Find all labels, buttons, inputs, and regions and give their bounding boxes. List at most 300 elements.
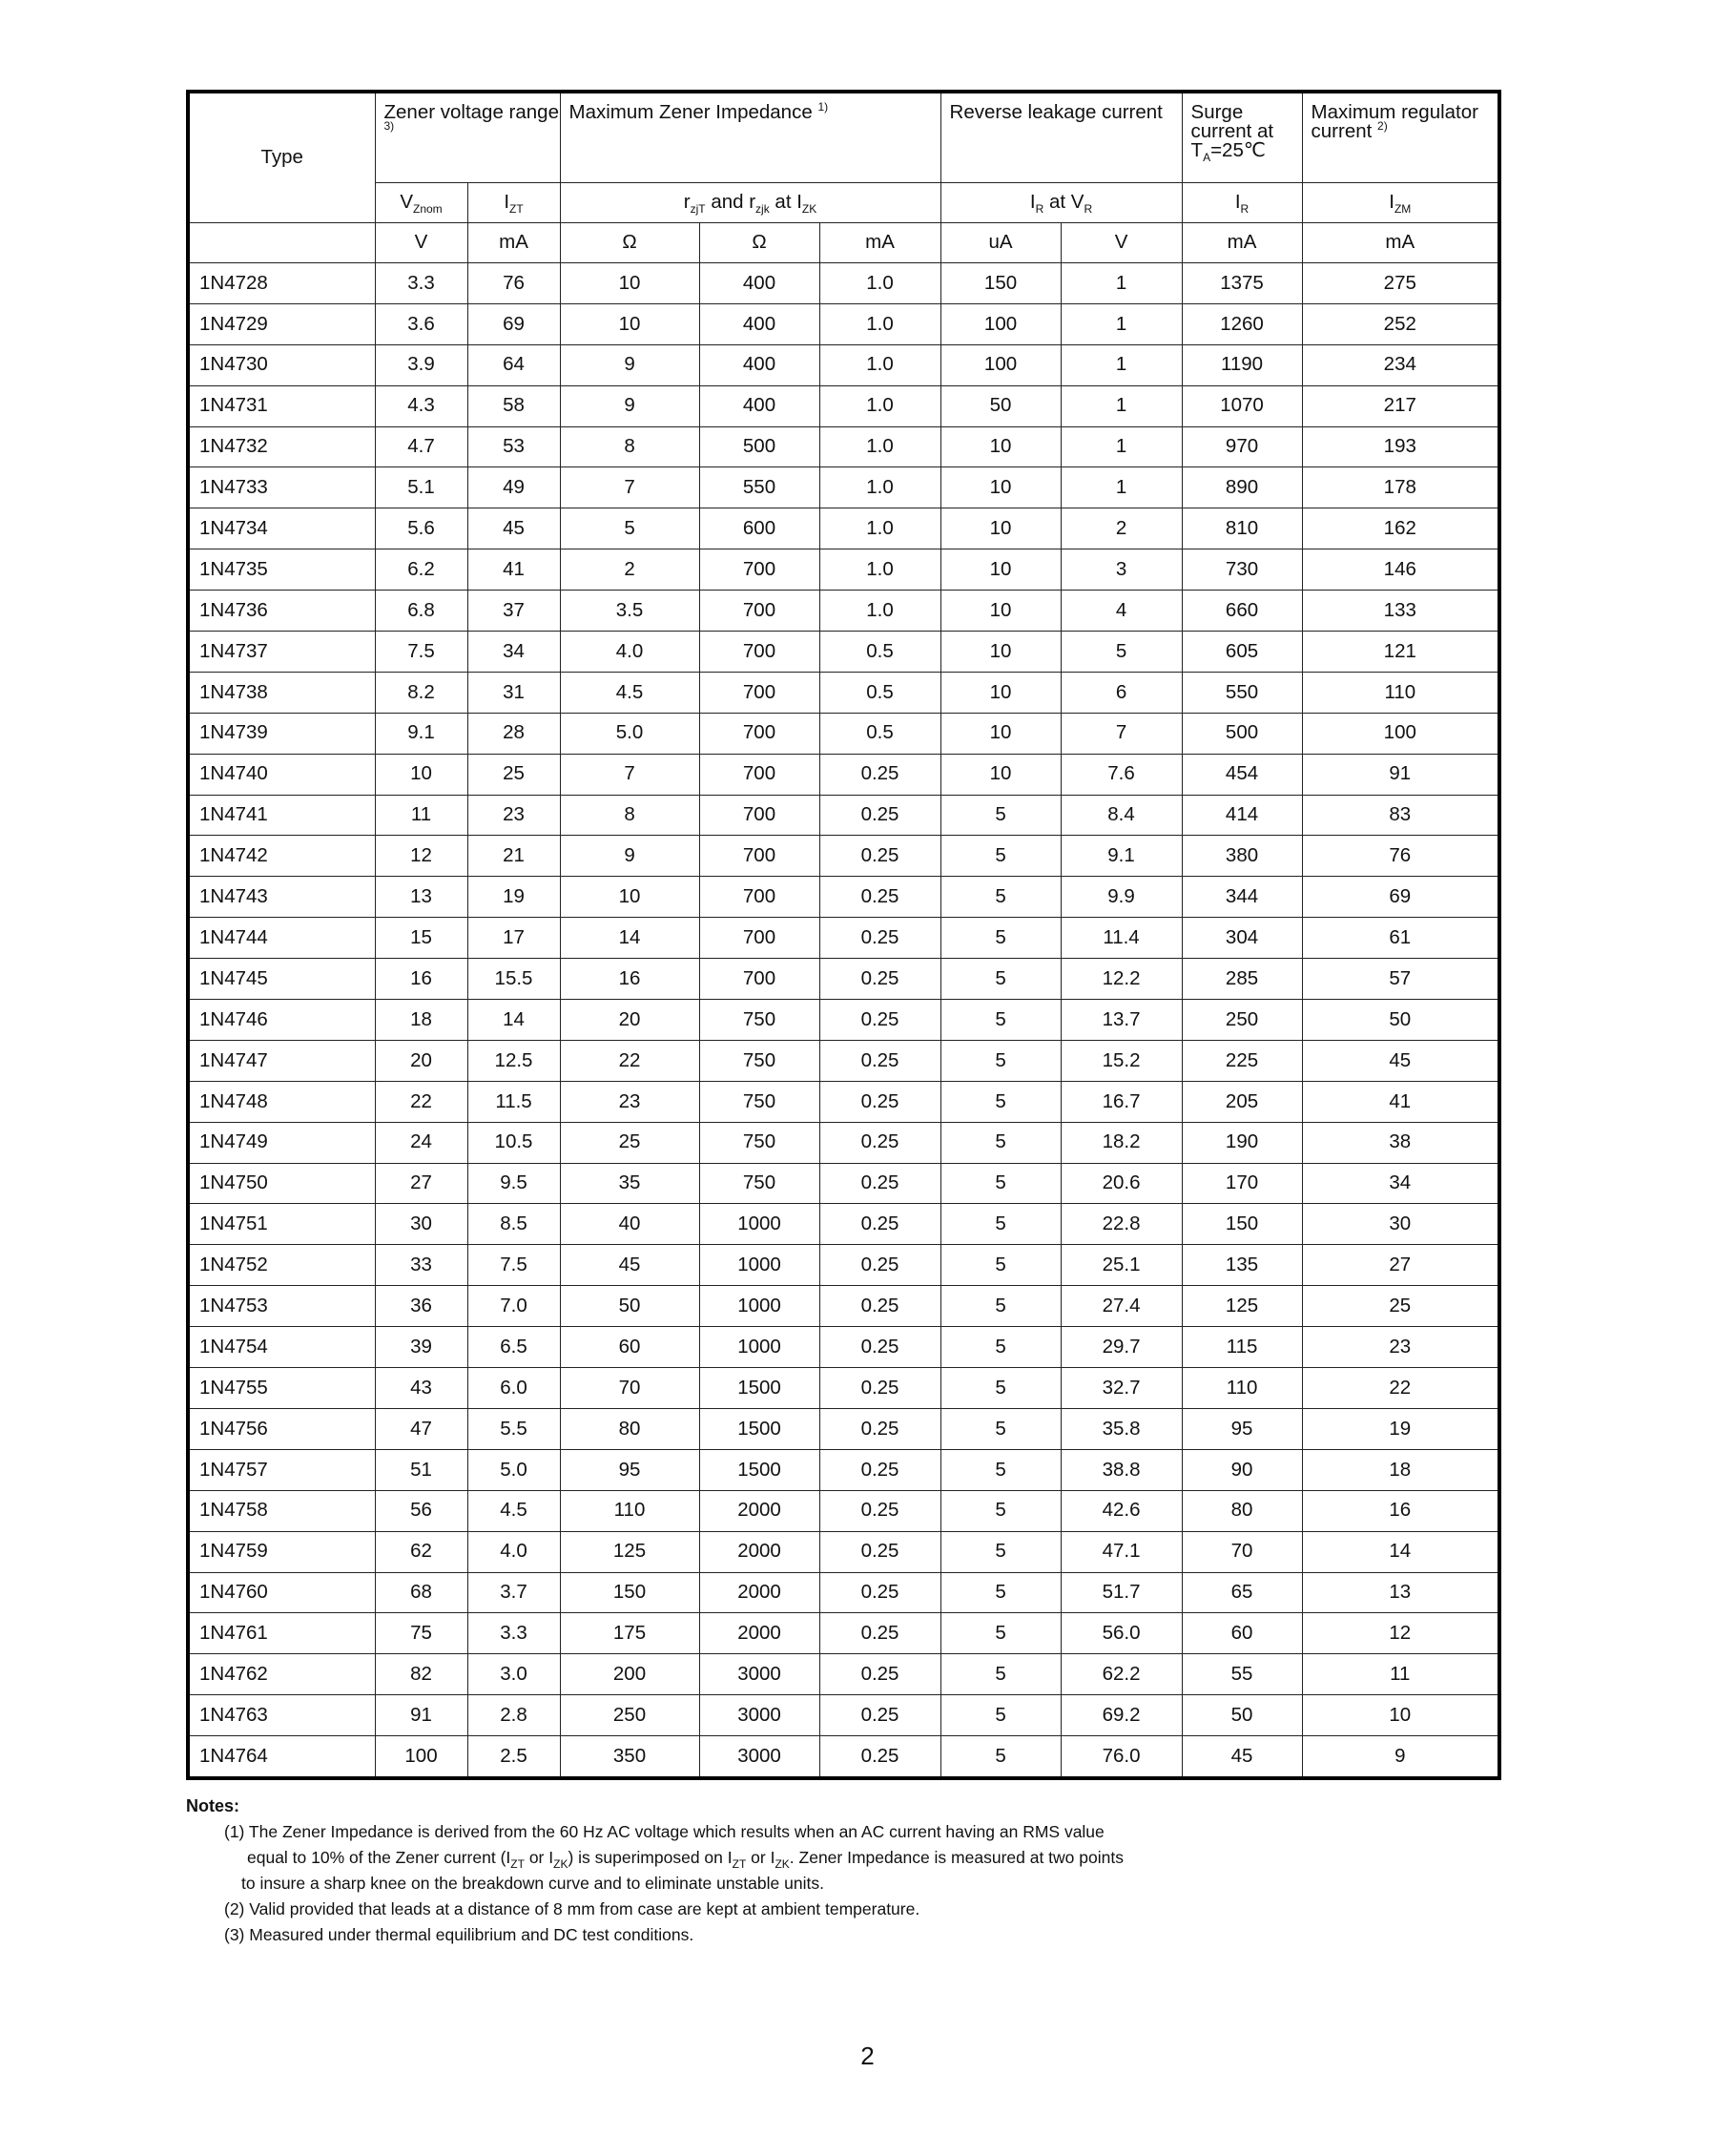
value-cell: 125: [1182, 1286, 1302, 1327]
value-cell: 10: [560, 303, 699, 344]
value-cell: 0.5: [819, 672, 940, 713]
value-cell: 1000: [699, 1245, 819, 1286]
value-cell: 14: [467, 1000, 560, 1041]
value-cell: 57: [1302, 959, 1499, 1000]
value-cell: 5: [940, 877, 1061, 918]
value-cell: 76.0: [1061, 1736, 1182, 1778]
type-cell: 1N4728: [188, 263, 375, 304]
symbol-surge-sub: R: [1240, 202, 1250, 217]
type-cell: 1N4750: [188, 1163, 375, 1204]
table-row: [188, 1163, 1499, 1204]
value-cell: 20.6: [1061, 1163, 1182, 1204]
unit-cell-type: [188, 223, 375, 263]
value-cell: 91: [375, 1695, 467, 1736]
value-cell: 7.6: [1061, 754, 1182, 795]
value-cell: 20: [560, 1000, 699, 1041]
symbol-imp-r1: r: [683, 191, 691, 214]
type-cell: 1N4733: [188, 467, 375, 508]
value-cell: 3.3: [375, 263, 467, 304]
note-1-line-3: to insure a sharp knee on the breakdown curve and to eliminate unstable units.: [241, 1874, 824, 1893]
value-cell: 414: [1182, 795, 1302, 836]
value-cell: 47.1: [1061, 1531, 1182, 1572]
table-row: [188, 1081, 1499, 1122]
value-cell: 100: [940, 344, 1061, 385]
value-cell: 76: [467, 263, 560, 304]
value-cell: 5: [940, 795, 1061, 836]
value-cell: 15.2: [1061, 1040, 1182, 1081]
value-cell: 8: [560, 426, 699, 467]
symbol-vz: [375, 183, 467, 223]
value-cell: 0.25: [819, 1531, 940, 1572]
value-cell: 750: [699, 1122, 819, 1163]
note-1-sub: ZT: [732, 1857, 747, 1871]
value-cell: 252: [1302, 303, 1499, 344]
value-cell: 61: [1302, 918, 1499, 959]
value-cell: 0.25: [819, 1122, 940, 1163]
value-cell: 62: [375, 1531, 467, 1572]
value-cell: 750: [699, 1040, 819, 1081]
note-1-line-2: [224, 1845, 1331, 1871]
value-cell: 0.25: [819, 1368, 940, 1409]
value-cell: 0.25: [819, 1490, 940, 1531]
value-cell: 6.5: [467, 1327, 560, 1368]
page-number: 2: [860, 2042, 875, 2070]
surge-label: Surge current at: [1190, 101, 1274, 142]
value-cell: 5.0: [467, 1449, 560, 1490]
value-cell: 80: [1182, 1490, 1302, 1531]
value-cell: 5: [940, 1204, 1061, 1245]
table-row: [188, 836, 1499, 877]
value-cell: 110: [560, 1490, 699, 1531]
value-cell: 5: [940, 1163, 1061, 1204]
value-cell: 1000: [699, 1204, 819, 1245]
value-cell: 700: [699, 918, 819, 959]
value-cell: 100: [1302, 713, 1499, 754]
value-cell: 1: [1061, 385, 1182, 426]
table-row: [188, 1654, 1499, 1695]
value-cell: 8.2: [375, 672, 467, 713]
max-regulator-header: [1302, 92, 1499, 183]
type-cell: 1N4762: [188, 1654, 375, 1695]
table-row: [188, 713, 1499, 754]
value-cell: 14: [1302, 1531, 1499, 1572]
value-cell: 250: [560, 1695, 699, 1736]
value-cell: 13: [1302, 1572, 1499, 1613]
value-cell: 5: [940, 1122, 1061, 1163]
value-cell: 115: [1182, 1327, 1302, 1368]
header-row-units: [188, 223, 1499, 263]
value-cell: 31: [467, 672, 560, 713]
symbol-vr-sub: R: [1084, 202, 1093, 217]
value-cell: 225: [1182, 1040, 1302, 1081]
value-cell: 2: [1061, 508, 1182, 549]
value-cell: 4: [1061, 591, 1182, 632]
value-cell: 1000: [699, 1327, 819, 1368]
symbol-izt-sub: ZT: [509, 202, 524, 217]
symbol-ir-at: at V: [1043, 191, 1084, 214]
value-cell: 1: [1061, 467, 1182, 508]
symbol-izt-text: I: [504, 191, 510, 214]
value-cell: 400: [699, 263, 819, 304]
type-cell: 1N4756: [188, 1408, 375, 1449]
table-row: [188, 1245, 1499, 1286]
value-cell: 49: [467, 467, 560, 508]
value-cell: 50: [940, 385, 1061, 426]
value-cell: 100: [940, 303, 1061, 344]
max-impedance-ref: 1): [817, 100, 829, 114]
value-cell: 400: [699, 385, 819, 426]
type-cell: 1N4755: [188, 1368, 375, 1409]
value-cell: 27: [375, 1163, 467, 1204]
value-cell: 2.5: [467, 1736, 560, 1778]
type-cell: 1N4748: [188, 1081, 375, 1122]
value-cell: 19: [467, 877, 560, 918]
value-cell: 380: [1182, 836, 1302, 877]
table-row: [188, 1613, 1499, 1654]
value-cell: 22: [1302, 1368, 1499, 1409]
value-cell: 47: [375, 1408, 467, 1449]
value-cell: 2.8: [467, 1695, 560, 1736]
zener-spec-table: [186, 90, 1501, 1780]
value-cell: 0.25: [819, 1204, 940, 1245]
value-cell: 350: [560, 1736, 699, 1778]
note-1: [186, 1819, 1331, 1897]
value-cell: 344: [1182, 877, 1302, 918]
value-cell: 70: [560, 1368, 699, 1409]
value-cell: 41: [1302, 1081, 1499, 1122]
type-cell: 1N4760: [188, 1572, 375, 1613]
value-cell: 62.2: [1061, 1654, 1182, 1695]
type-cell: 1N4753: [188, 1286, 375, 1327]
value-cell: 45: [560, 1245, 699, 1286]
value-cell: 7.0: [467, 1286, 560, 1327]
value-cell: 500: [699, 426, 819, 467]
value-cell: 55: [1182, 1654, 1302, 1695]
value-cell: 7: [560, 467, 699, 508]
value-cell: 1.0: [819, 549, 940, 591]
zener-voltage-label: Zener voltage range: [383, 101, 559, 123]
value-cell: 810: [1182, 508, 1302, 549]
value-cell: 13: [375, 877, 467, 918]
value-cell: 12.5: [467, 1040, 560, 1081]
value-cell: 2000: [699, 1490, 819, 1531]
table-row: [188, 508, 1499, 549]
unit-cell: V: [375, 223, 467, 263]
value-cell: 100: [375, 1736, 467, 1778]
type-cell: 1N4729: [188, 303, 375, 344]
value-cell: 150: [940, 263, 1061, 304]
value-cell: 13.7: [1061, 1000, 1182, 1041]
note-3: (3) Measured under thermal equilibrium and DC test conditions.: [224, 1925, 694, 1944]
value-cell: 7: [560, 754, 699, 795]
note-1-line-1: (1) The Zener Impedance is derived from the 60 Hz AC voltage which results when an AC current having an RMS value: [224, 1822, 1105, 1841]
value-cell: 18: [1302, 1449, 1499, 1490]
value-cell: 91: [1302, 754, 1499, 795]
type-header: [188, 92, 375, 223]
value-cell: 10: [560, 877, 699, 918]
value-cell: 6.2: [375, 549, 467, 591]
table-row: [188, 385, 1499, 426]
table-row: [188, 1408, 1499, 1449]
value-cell: 0.25: [819, 1327, 940, 1368]
value-cell: 454: [1182, 754, 1302, 795]
value-cell: 0.25: [819, 1286, 940, 1327]
value-cell: 5: [940, 1286, 1061, 1327]
value-cell: 5: [940, 1490, 1061, 1531]
value-cell: 5: [940, 1081, 1061, 1122]
value-cell: 0.25: [819, 1613, 940, 1654]
table-row: [188, 1531, 1499, 1572]
value-cell: 1070: [1182, 385, 1302, 426]
type-cell: 1N4763: [188, 1695, 375, 1736]
value-cell: 1.0: [819, 467, 940, 508]
value-cell: 170: [1182, 1163, 1302, 1204]
value-cell: 22: [375, 1081, 467, 1122]
value-cell: 5: [1061, 632, 1182, 673]
type-cell: 1N4746: [188, 1000, 375, 1041]
type-cell: 1N4736: [188, 591, 375, 632]
value-cell: 205: [1182, 1081, 1302, 1122]
value-cell: 1.0: [819, 344, 940, 385]
value-cell: 20: [375, 1040, 467, 1081]
value-cell: 25: [1302, 1286, 1499, 1327]
table-row: [188, 632, 1499, 673]
value-cell: 700: [699, 959, 819, 1000]
type-cell: 1N4741: [188, 795, 375, 836]
value-cell: 5.1: [375, 467, 467, 508]
symbol-imp-izk-sub: ZK: [801, 202, 817, 217]
value-cell: 0.25: [819, 1736, 940, 1778]
value-cell: 700: [699, 632, 819, 673]
value-cell: 23: [1302, 1327, 1499, 1368]
table-row: [188, 795, 1499, 836]
value-cell: 110: [1182, 1368, 1302, 1409]
value-cell: 64: [467, 344, 560, 385]
symbol-imp-at: at I: [769, 191, 802, 214]
value-cell: 35.8: [1061, 1408, 1182, 1449]
table-row: [188, 1736, 1499, 1778]
value-cell: 41: [467, 549, 560, 591]
value-cell: 1375: [1182, 263, 1302, 304]
type-cell: 1N4742: [188, 836, 375, 877]
value-cell: 27.4: [1061, 1286, 1182, 1327]
symbol-izm-sub: ZM: [1394, 202, 1412, 217]
surge-header: [1182, 92, 1302, 183]
value-cell: 10: [940, 713, 1061, 754]
value-cell: 69: [1302, 877, 1499, 918]
value-cell: 110: [1302, 672, 1499, 713]
table-row: [188, 549, 1499, 591]
unit-cell: V: [1061, 223, 1182, 263]
value-cell: 51.7: [1061, 1572, 1182, 1613]
value-cell: 23: [467, 795, 560, 836]
value-cell: 83: [1302, 795, 1499, 836]
value-cell: 45: [467, 508, 560, 549]
value-cell: 30: [1302, 1204, 1499, 1245]
type-cell: 1N4749: [188, 1122, 375, 1163]
value-cell: 4.5: [560, 672, 699, 713]
value-cell: 32.7: [1061, 1368, 1182, 1409]
type-cell: 1N4752: [188, 1245, 375, 1286]
value-cell: 400: [699, 344, 819, 385]
table-row: [188, 467, 1499, 508]
unit-cell: Ω: [560, 223, 699, 263]
value-cell: 660: [1182, 591, 1302, 632]
header-row-titles: [188, 92, 1499, 183]
table-row: [188, 591, 1499, 632]
table-row: [188, 344, 1499, 385]
unit-cell: uA: [940, 223, 1061, 263]
value-cell: 5: [940, 1368, 1061, 1409]
value-cell: 146: [1302, 549, 1499, 591]
value-cell: 0.5: [819, 632, 940, 673]
value-cell: 234: [1302, 344, 1499, 385]
value-cell: 250: [1182, 1000, 1302, 1041]
value-cell: 190: [1182, 1122, 1302, 1163]
value-cell: 550: [1182, 672, 1302, 713]
value-cell: 7: [1061, 713, 1182, 754]
value-cell: 3000: [699, 1695, 819, 1736]
unit-cell: mA: [467, 223, 560, 263]
value-cell: 51: [375, 1449, 467, 1490]
value-cell: 700: [699, 549, 819, 591]
value-cell: 700: [699, 713, 819, 754]
value-cell: 34: [467, 632, 560, 673]
value-cell: 175: [560, 1613, 699, 1654]
table-row: [188, 672, 1499, 713]
unit-cell: Ω: [699, 223, 819, 263]
note-1-seg: . Zener Impedance is measured at two points: [789, 1848, 1124, 1867]
value-cell: 5: [940, 1613, 1061, 1654]
symbol-vz-text: V: [400, 191, 413, 214]
value-cell: 0.25: [819, 918, 940, 959]
value-cell: 11: [375, 795, 467, 836]
value-cell: 9: [560, 385, 699, 426]
value-cell: 1.0: [819, 303, 940, 344]
symbol-surge-text: I: [1234, 191, 1241, 214]
value-cell: 36: [375, 1286, 467, 1327]
value-cell: 19: [1302, 1408, 1499, 1449]
value-cell: 285: [1182, 959, 1302, 1000]
value-cell: 500: [1182, 713, 1302, 754]
value-cell: 730: [1182, 549, 1302, 591]
value-cell: 10: [940, 632, 1061, 673]
note-2: (2) Valid provided that leads at a distance of 8 mm from case are kept at ambient temperature.: [224, 1899, 920, 1918]
value-cell: 5: [940, 1245, 1061, 1286]
value-cell: 178: [1302, 467, 1499, 508]
value-cell: 193: [1302, 426, 1499, 467]
value-cell: 1260: [1182, 303, 1302, 344]
value-cell: 45: [1302, 1040, 1499, 1081]
value-cell: 2000: [699, 1531, 819, 1572]
value-cell: 133: [1302, 591, 1499, 632]
value-cell: 9: [1302, 1736, 1499, 1778]
table-row: [188, 959, 1499, 1000]
value-cell: 95: [560, 1449, 699, 1490]
value-cell: 12.2: [1061, 959, 1182, 1000]
value-cell: 550: [699, 467, 819, 508]
value-cell: 50: [560, 1286, 699, 1327]
value-cell: 14: [560, 918, 699, 959]
value-cell: 6.8: [375, 591, 467, 632]
value-cell: 75: [375, 1613, 467, 1654]
value-cell: 7.5: [467, 1245, 560, 1286]
value-cell: 22: [560, 1040, 699, 1081]
value-cell: 9: [560, 836, 699, 877]
value-cell: 65: [1182, 1572, 1302, 1613]
value-cell: 1500: [699, 1449, 819, 1490]
value-cell: 0.25: [819, 1695, 940, 1736]
value-cell: 1.0: [819, 385, 940, 426]
value-cell: 10: [940, 754, 1061, 795]
value-cell: 12: [375, 836, 467, 877]
value-cell: 29.7: [1061, 1327, 1182, 1368]
symbol-imp-r1-sub: zjT: [690, 202, 706, 217]
value-cell: 18.2: [1061, 1122, 1182, 1163]
value-cell: 3.3: [467, 1613, 560, 1654]
value-cell: 150: [560, 1572, 699, 1613]
value-cell: 10: [1302, 1695, 1499, 1736]
surge-ta: T: [1190, 139, 1204, 161]
value-cell: 0.25: [819, 836, 940, 877]
value-cell: 10: [940, 508, 1061, 549]
symbol-ir-vr: [940, 183, 1182, 223]
value-cell: 275: [1302, 263, 1499, 304]
type-cell: 1N4758: [188, 1490, 375, 1531]
table-row: [188, 1204, 1499, 1245]
type-cell: 1N4738: [188, 672, 375, 713]
table-row: [188, 1368, 1499, 1409]
value-cell: 10: [940, 426, 1061, 467]
value-cell: 890: [1182, 467, 1302, 508]
value-cell: 24: [375, 1122, 467, 1163]
table-row: [188, 1040, 1499, 1081]
value-cell: 5: [940, 1531, 1061, 1572]
value-cell: 0.5: [819, 713, 940, 754]
value-cell: 1.0: [819, 263, 940, 304]
type-cell: 1N4759: [188, 1531, 375, 1572]
symbol-ir-sub: R: [1035, 202, 1044, 217]
type-cell: 1N4732: [188, 426, 375, 467]
value-cell: 0.25: [819, 1040, 940, 1081]
value-cell: 15: [375, 918, 467, 959]
value-cell: 43: [375, 1368, 467, 1409]
value-cell: 5: [940, 836, 1061, 877]
zener-voltage-ref: 3): [383, 119, 395, 133]
value-cell: 35: [560, 1163, 699, 1204]
note-1-seg: ) is superimposed on I: [568, 1848, 733, 1867]
symbol-surge: [1182, 183, 1302, 223]
max-regulator-ref: 2): [1377, 119, 1388, 133]
value-cell: 5: [940, 1736, 1061, 1778]
value-cell: 3.5: [560, 591, 699, 632]
value-cell: 5.5: [467, 1408, 560, 1449]
table-row: [188, 263, 1499, 304]
value-cell: 700: [699, 877, 819, 918]
value-cell: 10: [940, 591, 1061, 632]
type-cell: 1N4731: [188, 385, 375, 426]
value-cell: 0.25: [819, 1654, 940, 1695]
value-cell: 5: [940, 918, 1061, 959]
type-cell: 1N4743: [188, 877, 375, 918]
table-row: [188, 1122, 1499, 1163]
value-cell: 10: [940, 549, 1061, 591]
value-cell: 10: [940, 467, 1061, 508]
value-cell: 700: [699, 591, 819, 632]
value-cell: 8: [560, 795, 699, 836]
value-cell: 970: [1182, 426, 1302, 467]
value-cell: 750: [699, 1163, 819, 1204]
